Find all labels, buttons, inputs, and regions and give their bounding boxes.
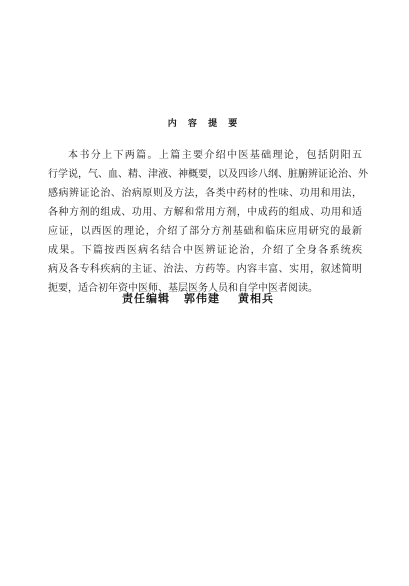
summary-line: 各种方剂的组成、功用、方解和常用方剂，中成药的组成、功用和适 bbox=[48, 207, 362, 218]
editors-label: 责任编辑 bbox=[122, 292, 170, 305]
summary-line: 病及各专科疾病的主证、治法、方药等。内容丰富、实用，叙述简明 bbox=[48, 264, 362, 275]
summary-line: 成果。下篇按西医病名结合中医辨证论治，介绍了全身各系统疾 bbox=[48, 245, 362, 256]
page-title: 内 容 提 要 bbox=[167, 119, 242, 129]
summary-line: 感病辨证论治、治病原则及方法，各类中药材的性味、功用和用法， bbox=[48, 188, 362, 199]
summary-text bbox=[48, 146, 368, 298]
summary-line: 应证，以西医的理论，介绍了部分方剂基础和临床应用研究的最新 bbox=[48, 226, 362, 237]
editor-name: 黄相兵 bbox=[238, 292, 274, 305]
editors-credit bbox=[122, 290, 274, 306]
summary-line: 本书分上下两篇。上篇主要介绍中医基础理论，包括阴阳五 bbox=[68, 150, 362, 161]
editor-name: 郭伟建 bbox=[184, 292, 220, 305]
summary-line: 扼要，适合初年资中医师、基层医务人员和自学中医者阅读。 bbox=[48, 283, 318, 294]
summary-line: 行学说，气、血、精、津液、神概要，以及四诊八纲、脏腑辨证论治、外 bbox=[48, 169, 368, 180]
